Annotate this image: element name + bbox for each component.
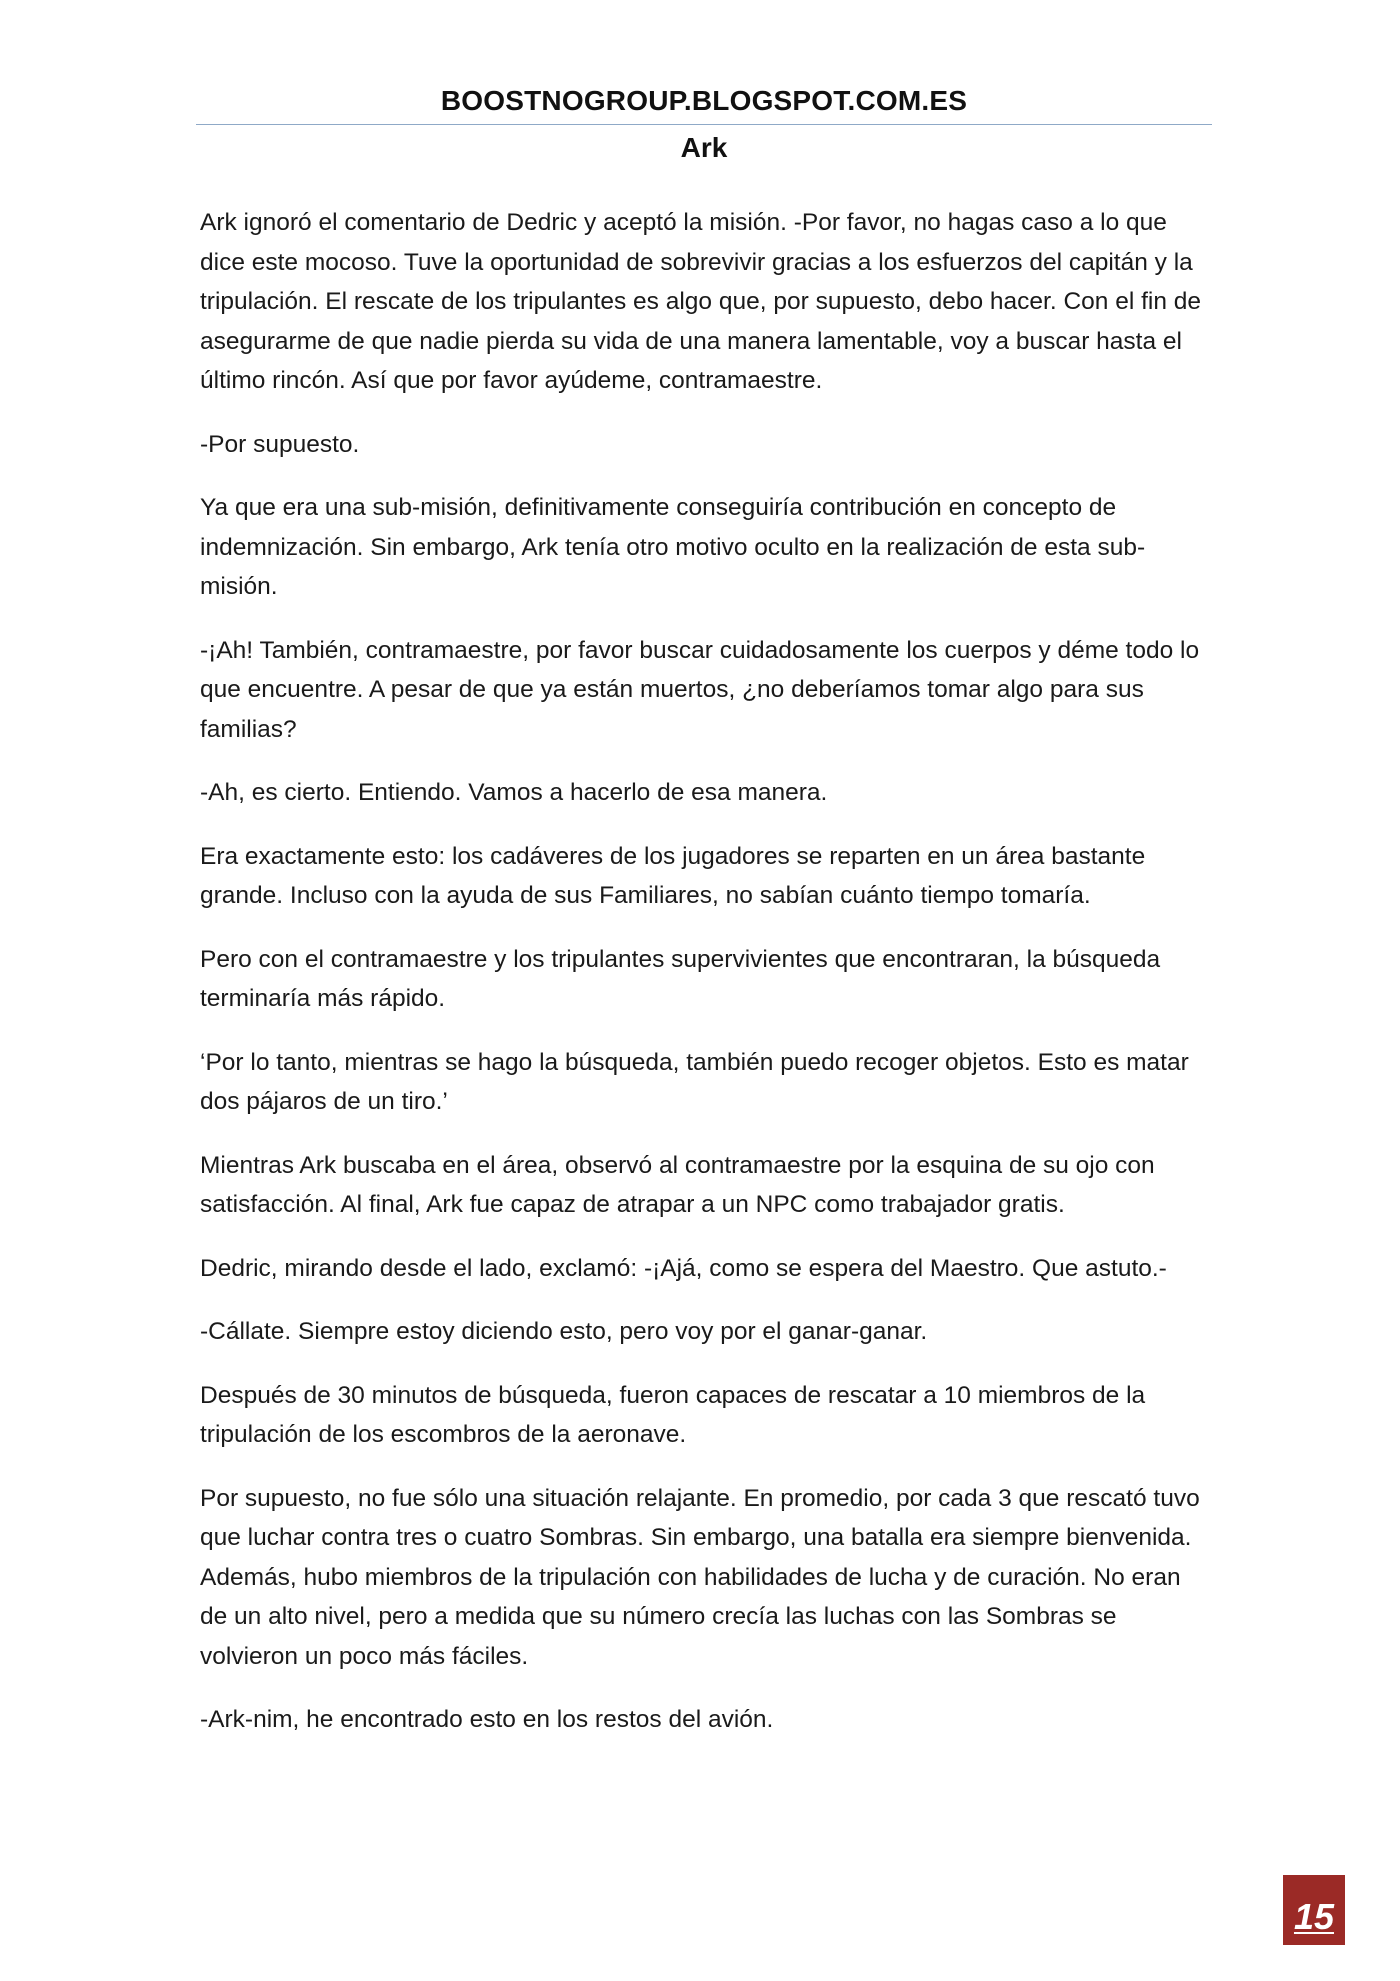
paragraph: -Ark-nim, he encontrado esto en los restos del avión. (200, 1706, 774, 1733)
paragraph: Ark ignoró el comentario de Dedric y aceptó la misión. -Por favor, no hagas caso a lo que dice este mocoso. Tuve la oportunidad de sobrevivir gracias a los esfuerzos del capitán y la tripulación. El rescate de los tripulantes es algo que, por supuesto, debo hacer. Con el fin de asegurarme de que nadie pierda su vida de una manera lamentable, voy a buscar hasta el último rincón. Así que por favor ayúdeme, contramaestre. (200, 209, 1202, 394)
paragraph: -Por supuesto. (200, 430, 360, 458)
body-text (200, 203, 1212, 1764)
page-number-badge (1283, 1875, 1345, 1945)
paragraph: -¡Ah! También, contramaestre, por favor buscar cuidadosamente los cuerpos y déme todo lo que encuentre. A pesar de que ya están muertos, ¿no deberíamos tomar algo para sus familias? (200, 636, 1200, 743)
paragraph: Pero con el contramaestre y los tripulantes supervivientes que encontraran, la búsqueda terminaría más rápido. (200, 945, 1161, 1012)
paragraph: -Cállate. Siempre estoy diciendo esto, pero voy por el ganar-ganar. (200, 1318, 928, 1345)
page-number: 15 (1293, 1896, 1335, 1937)
paragraph: -Ah, es cierto. Entiendo. Vamos a hacerlo de esa manera. (200, 779, 828, 806)
site-name: BOOSTNOGROUP.BLOGSPOT.COM.ES (440, 85, 968, 116)
page-header (196, 84, 1212, 165)
paragraph: Era exactamente esto: los cadáveres de los jugadores se reparten en un área bastante grande. Incluso con la ayuda de sus Familiares, no sabían cuánto tiempo tomaría. (200, 842, 1146, 909)
paragraph: ‘Por lo tanto, mientras se hago la búsqueda, también puedo recoger objetos. Esto es matar dos pájaros de un tiro.’ (200, 1048, 1189, 1115)
paragraph: Por supuesto, no fue sólo una situación relajante. En promedio, por cada 3 que rescató tuvo que luchar contra tres o cuatro Sombras. Sin embargo, una batalla era siempre bienvenida. Además, hubo miembros de la tripulación con habilidades de lucha y de curación. No eran de un alto nivel, pero a medida que su número crecía las luchas con las Sombras se volvieron un poco más fáciles. (200, 1484, 1200, 1670)
paragraph: Dedric, mirando desde el lado, exclamó: -¡Ajá, como se espera del Maestro. Que astuto.- (200, 1254, 1167, 1282)
paragraph: Después de 30 minutos de búsqueda, fueron capaces de rescatar a 10 miembros de la tripulación de los escombros de la aeronave. (200, 1381, 1146, 1448)
header-divider (196, 124, 1212, 125)
chapter-title: Ark (680, 132, 728, 163)
paragraph: Ya que era una sub-misión, definitivamente conseguiría contribución en concepto de indemnización. Sin embargo, Ark tenía otro motivo oculto en la realización de esta sub-misión. (200, 494, 1146, 600)
paragraph: Mientras Ark buscaba en el área, observó al contramaestre por la esquina de su ojo con satisfacción. Al final, Ark fue capaz de atrapar a un NPC como trabajador gratis. (200, 1151, 1155, 1218)
